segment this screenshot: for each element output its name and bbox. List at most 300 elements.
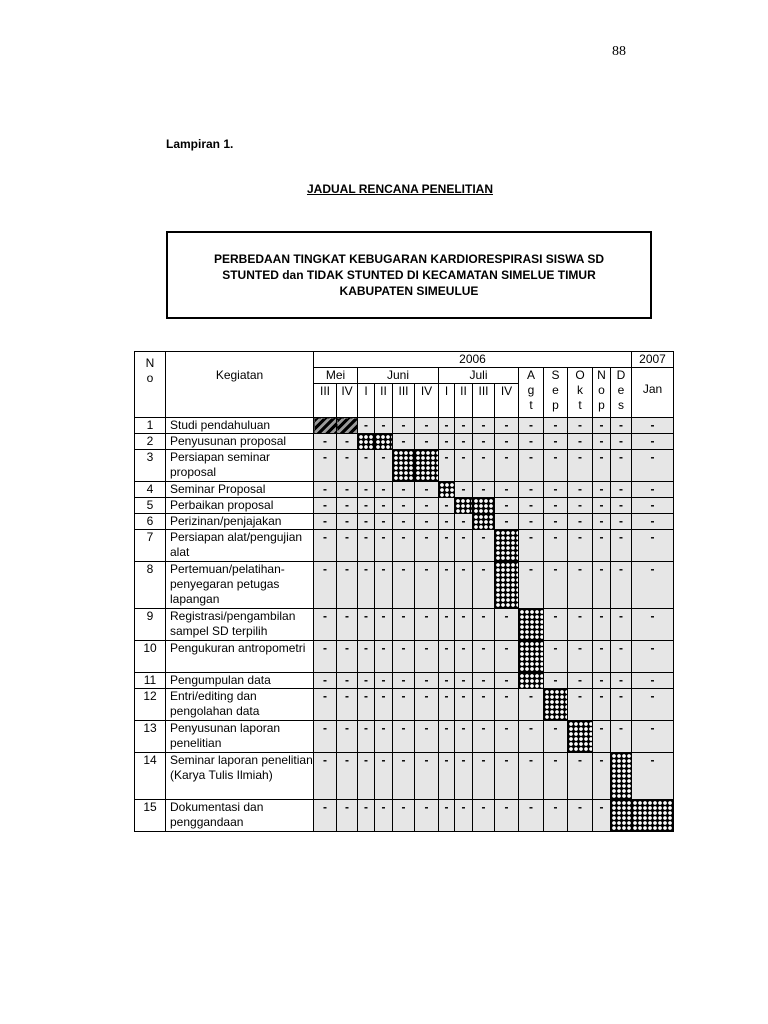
- schedule-empty-cell: -: [337, 562, 358, 609]
- schedule-empty-cell: -: [455, 450, 473, 482]
- activity-header: Kegiatan: [166, 352, 314, 418]
- schedule-bar-cell: [544, 689, 568, 721]
- schedule-empty-cell: -: [439, 689, 455, 721]
- row-number: 3: [135, 450, 166, 482]
- schedule-empty-cell: -: [632, 673, 674, 689]
- schedule-empty-cell: -: [632, 418, 674, 434]
- schedule-empty-cell: -: [611, 609, 632, 641]
- schedule-empty-cell: -: [314, 673, 337, 689]
- row-number: 4: [135, 482, 166, 498]
- schedule-empty-cell: -: [358, 562, 375, 609]
- schedule-empty-cell: -: [455, 562, 473, 609]
- schedule-empty-cell: -: [593, 450, 611, 482]
- schedule-empty-cell: -: [593, 418, 611, 434]
- schedule-empty-cell: -: [375, 721, 393, 753]
- schedule-empty-cell: -: [473, 689, 495, 721]
- schedule-empty-cell: -: [393, 800, 415, 832]
- schedule-empty-cell: -: [337, 498, 358, 514]
- schedule-empty-cell: -: [632, 434, 674, 450]
- schedule-empty-cell: -: [519, 498, 544, 514]
- vertical-month-label: S e p: [551, 368, 560, 412]
- month-header-nop: [593, 368, 611, 418]
- row-number: 7: [135, 530, 166, 562]
- schedule-empty-cell: -: [568, 609, 593, 641]
- schedule-bar-cell: [568, 721, 593, 753]
- schedule-empty-cell: -: [593, 562, 611, 609]
- schedule-empty-cell: -: [314, 562, 337, 609]
- schedule-row: [135, 562, 674, 609]
- schedule-empty-cell: -: [358, 641, 375, 673]
- week-header: I: [358, 384, 375, 418]
- schedule-empty-cell: -: [519, 800, 544, 832]
- schedule-empty-cell: -: [439, 641, 455, 673]
- schedule-empty-cell: -: [455, 800, 473, 832]
- schedule-empty-cell: -: [544, 514, 568, 530]
- schedule-empty-cell: -: [393, 498, 415, 514]
- schedule-bar-cell: [632, 800, 674, 832]
- schedule-empty-cell: -: [495, 689, 519, 721]
- schedule-empty-cell: -: [375, 498, 393, 514]
- schedule-empty-cell: -: [337, 641, 358, 673]
- research-title-box: [166, 231, 652, 319]
- schedule-empty-cell: -: [611, 514, 632, 530]
- schedule-empty-cell: -: [632, 562, 674, 609]
- month-header-sep: [544, 368, 568, 418]
- schedule-empty-cell: -: [593, 753, 611, 800]
- schedule-empty-cell: -: [455, 673, 473, 689]
- schedule-empty-cell: -: [632, 609, 674, 641]
- page-number: 88: [612, 44, 626, 59]
- schedule-empty-cell: -: [415, 514, 439, 530]
- schedule-empty-cell: -: [632, 641, 674, 673]
- schedule-empty-cell: -: [632, 530, 674, 562]
- schedule-empty-cell: -: [544, 641, 568, 673]
- schedule-empty-cell: -: [314, 530, 337, 562]
- schedule-empty-cell: -: [519, 530, 544, 562]
- schedule-empty-cell: -: [568, 514, 593, 530]
- year-header-2007: 2007: [632, 352, 674, 368]
- schedule-empty-cell: -: [314, 609, 337, 641]
- schedule-empty-cell: -: [611, 530, 632, 562]
- schedule-empty-cell: -: [544, 721, 568, 753]
- schedule-empty-cell: -: [473, 721, 495, 753]
- schedule-empty-cell: -: [415, 418, 439, 434]
- schedule-row: [135, 418, 674, 434]
- schedule-empty-cell: -: [439, 434, 455, 450]
- row-number: 15: [135, 800, 166, 832]
- schedule-empty-cell: -: [544, 530, 568, 562]
- schedule-empty-cell: -: [632, 514, 674, 530]
- schedule-empty-cell: -: [519, 450, 544, 482]
- activity-name: Penyusunan proposal: [166, 434, 314, 450]
- schedule-empty-cell: -: [314, 514, 337, 530]
- week-header: I: [439, 384, 455, 418]
- schedule-empty-cell: -: [375, 800, 393, 832]
- week-header: IV: [495, 384, 519, 418]
- schedule-empty-cell: -: [519, 562, 544, 609]
- research-title-line: PERBEDAAN TINGKAT KEBUGARAN KARDIORESPIRASI SISWA SD: [213, 252, 605, 266]
- month-header-agt: [519, 368, 544, 418]
- schedule-body: [135, 418, 674, 832]
- schedule-empty-cell: -: [439, 609, 455, 641]
- schedule-empty-cell: -: [393, 530, 415, 562]
- row-number: 9: [135, 609, 166, 641]
- schedule-empty-cell: -: [544, 673, 568, 689]
- schedule-empty-cell: -: [568, 753, 593, 800]
- schedule-empty-cell: -: [519, 482, 544, 498]
- schedule-empty-cell: -: [611, 721, 632, 753]
- schedule-empty-cell: -: [314, 753, 337, 800]
- schedule-empty-cell: -: [439, 673, 455, 689]
- schedule-empty-cell: -: [568, 434, 593, 450]
- activity-name: Pengukuran antropometri: [166, 641, 314, 673]
- schedule-empty-cell: -: [568, 450, 593, 482]
- schedule-empty-cell: -: [593, 498, 611, 514]
- schedule-row: [135, 498, 674, 514]
- schedule-empty-cell: -: [393, 434, 415, 450]
- month-header-des: [611, 368, 632, 418]
- schedule-empty-cell: -: [439, 418, 455, 434]
- schedule-empty-cell: -: [611, 641, 632, 673]
- schedule-empty-cell: -: [393, 609, 415, 641]
- schedule-row: [135, 482, 674, 498]
- activity-name: Studi pendahuluan: [166, 418, 314, 434]
- schedule-empty-cell: -: [519, 721, 544, 753]
- schedule-empty-cell: -: [375, 562, 393, 609]
- schedule-empty-cell: -: [568, 530, 593, 562]
- schedule-empty-cell: -: [593, 609, 611, 641]
- schedule-bar-cell: [473, 514, 495, 530]
- schedule-empty-cell: -: [358, 530, 375, 562]
- schedule-empty-cell: -: [314, 482, 337, 498]
- schedule-empty-cell: -: [632, 689, 674, 721]
- schedule-empty-cell: -: [358, 689, 375, 721]
- row-number: 12: [135, 689, 166, 721]
- activity-name: Pengumpulan data: [166, 673, 314, 689]
- schedule-empty-cell: -: [593, 514, 611, 530]
- schedule-empty-cell: -: [358, 450, 375, 482]
- schedule-empty-cell: -: [632, 753, 674, 800]
- week-header: II: [375, 384, 393, 418]
- activity-name: Penyusunan laporan penelitian: [166, 721, 314, 753]
- row-number: 14: [135, 753, 166, 800]
- schedule-empty-cell: -: [473, 609, 495, 641]
- schedule-empty-cell: -: [337, 530, 358, 562]
- schedule-empty-cell: -: [415, 689, 439, 721]
- activity-name: Perizinan/penjajakan: [166, 514, 314, 530]
- schedule-empty-cell: -: [473, 530, 495, 562]
- schedule-row: [135, 434, 674, 450]
- schedule-empty-cell: -: [593, 641, 611, 673]
- schedule-empty-cell: -: [393, 721, 415, 753]
- schedule-empty-cell: -: [495, 673, 519, 689]
- schedule-empty-cell: -: [337, 721, 358, 753]
- schedule-empty-cell: -: [611, 673, 632, 689]
- vertical-month-label: O k t: [575, 368, 585, 412]
- schedule-empty-cell: -: [495, 609, 519, 641]
- schedule-bar-cell: [358, 434, 375, 450]
- schedule-empty-cell: -: [314, 450, 337, 482]
- schedule-empty-cell: -: [439, 498, 455, 514]
- schedule-empty-cell: -: [495, 721, 519, 753]
- schedule-row: [135, 753, 674, 800]
- schedule-empty-cell: -: [611, 434, 632, 450]
- row-number: 11: [135, 673, 166, 689]
- schedule-empty-cell: -: [439, 721, 455, 753]
- week-header: III: [393, 384, 415, 418]
- schedule-empty-cell: -: [393, 514, 415, 530]
- schedule-empty-cell: -: [375, 530, 393, 562]
- schedule-empty-cell: -: [495, 498, 519, 514]
- schedule-empty-cell: -: [358, 514, 375, 530]
- year-header-2006: 2006: [314, 352, 632, 368]
- schedule-empty-cell: -: [337, 434, 358, 450]
- schedule-empty-cell: -: [439, 800, 455, 832]
- row-number: 10: [135, 641, 166, 673]
- schedule-empty-cell: -: [519, 689, 544, 721]
- schedule-empty-cell: -: [337, 673, 358, 689]
- week-header: IV: [415, 384, 439, 418]
- schedule-empty-cell: -: [439, 562, 455, 609]
- month-header-mei: Mei: [314, 368, 358, 384]
- schedule-empty-cell: -: [375, 753, 393, 800]
- schedule-empty-cell: -: [632, 450, 674, 482]
- schedule-empty-cell: -: [393, 689, 415, 721]
- schedule-empty-cell: -: [337, 800, 358, 832]
- schedule-empty-cell: -: [358, 482, 375, 498]
- schedule-empty-cell: -: [473, 800, 495, 832]
- schedule-empty-cell: -: [375, 514, 393, 530]
- schedule-empty-cell: -: [415, 753, 439, 800]
- schedule-empty-cell: -: [495, 800, 519, 832]
- schedule-empty-cell: -: [415, 609, 439, 641]
- schedule-empty-cell: -: [519, 434, 544, 450]
- no-header-label: N o: [145, 356, 155, 385]
- row-number: 5: [135, 498, 166, 514]
- schedule-empty-cell: -: [455, 689, 473, 721]
- schedule-empty-cell: -: [439, 450, 455, 482]
- schedule-bar-cell: [519, 673, 544, 689]
- schedule-empty-cell: -: [415, 800, 439, 832]
- month-header-juni: Juni: [358, 368, 439, 384]
- schedule-empty-cell: -: [393, 641, 415, 673]
- schedule-empty-cell: -: [593, 434, 611, 450]
- schedule-empty-cell: -: [314, 434, 337, 450]
- schedule-empty-cell: -: [314, 689, 337, 721]
- schedule-empty-cell: -: [544, 418, 568, 434]
- schedule-empty-cell: -: [415, 562, 439, 609]
- schedule-empty-cell: -: [519, 753, 544, 800]
- activity-name: Registrasi/pengambilan sampel SD terpilih: [166, 609, 314, 641]
- schedule-empty-cell: -: [455, 482, 473, 498]
- schedule-empty-cell: -: [544, 498, 568, 514]
- schedule-bar-cell: [393, 450, 415, 482]
- vertical-month-label: D e s: [616, 368, 626, 412]
- schedule-empty-cell: -: [455, 418, 473, 434]
- activity-name: Seminar laporan penelitian (Karya Tulis Ilmiah): [166, 753, 314, 800]
- schedule-empty-cell: -: [455, 753, 473, 800]
- schedule-empty-cell: -: [393, 673, 415, 689]
- week-header: II: [455, 384, 473, 418]
- schedule-bar-cell: [415, 450, 439, 482]
- schedule-empty-cell: -: [375, 641, 393, 673]
- schedule-empty-cell: -: [473, 418, 495, 434]
- no-header-cell: [135, 352, 166, 418]
- schedule-empty-cell: -: [544, 753, 568, 800]
- schedule-empty-cell: -: [544, 450, 568, 482]
- research-title-line: STUNTED dan TIDAK STUNTED DI KECAMATAN SIMELUE TIMUR: [222, 268, 596, 282]
- schedule-row: [135, 530, 674, 562]
- schedule-empty-cell: -: [632, 721, 674, 753]
- schedule-empty-cell: -: [455, 641, 473, 673]
- schedule-empty-cell: -: [375, 482, 393, 498]
- schedule-row: [135, 800, 674, 832]
- schedule-empty-cell: -: [314, 800, 337, 832]
- schedule-empty-cell: -: [568, 562, 593, 609]
- schedule-empty-cell: -: [473, 562, 495, 609]
- schedule-bar-cell: [439, 482, 455, 498]
- schedule-empty-cell: -: [337, 689, 358, 721]
- schedule-empty-cell: -: [375, 418, 393, 434]
- schedule-empty-cell: -: [439, 514, 455, 530]
- schedule-empty-cell: -: [337, 450, 358, 482]
- schedule-empty-cell: -: [593, 482, 611, 498]
- schedule-empty-cell: -: [611, 689, 632, 721]
- schedule-table: [134, 351, 674, 832]
- activity-name: Entri/editing dan pengolahan data: [166, 689, 314, 721]
- schedule-empty-cell: -: [632, 482, 674, 498]
- schedule-bar-cell: [314, 418, 337, 434]
- schedule-empty-cell: -: [495, 450, 519, 482]
- schedule-empty-cell: -: [393, 418, 415, 434]
- row-number: 2: [135, 434, 166, 450]
- schedule-empty-cell: -: [415, 434, 439, 450]
- schedule-empty-cell: -: [473, 673, 495, 689]
- schedule-empty-cell: -: [611, 418, 632, 434]
- schedule-empty-cell: -: [544, 434, 568, 450]
- schedule-empty-cell: -: [632, 498, 674, 514]
- schedule-empty-cell: -: [314, 498, 337, 514]
- schedule-empty-cell: -: [455, 530, 473, 562]
- schedule-empty-cell: -: [415, 641, 439, 673]
- schedule-empty-cell: -: [611, 498, 632, 514]
- schedule-empty-cell: -: [415, 530, 439, 562]
- schedule-bar-cell: [473, 498, 495, 514]
- schedule-empty-cell: -: [455, 609, 473, 641]
- schedule-empty-cell: -: [375, 450, 393, 482]
- schedule-empty-cell: -: [415, 721, 439, 753]
- schedule-empty-cell: -: [358, 721, 375, 753]
- schedule-bar-cell: [495, 530, 519, 562]
- schedule-empty-cell: -: [337, 609, 358, 641]
- schedule-empty-cell: -: [568, 673, 593, 689]
- schedule-empty-cell: -: [544, 800, 568, 832]
- schedule-row: [135, 450, 674, 482]
- activity-name: Pertemuan/pelatihan-penyegaran petugas lapangan: [166, 562, 314, 609]
- schedule-empty-cell: -: [455, 434, 473, 450]
- schedule-row: [135, 514, 674, 530]
- week-header: IV: [337, 384, 358, 418]
- schedule-empty-cell: -: [393, 753, 415, 800]
- activity-name: Seminar Proposal: [166, 482, 314, 498]
- schedule-empty-cell: -: [593, 721, 611, 753]
- schedule-bar-cell: [337, 418, 358, 434]
- schedule-empty-cell: -: [314, 641, 337, 673]
- schedule-empty-cell: -: [611, 482, 632, 498]
- schedule-empty-cell: -: [415, 498, 439, 514]
- schedule-empty-cell: -: [544, 562, 568, 609]
- schedule-empty-cell: -: [495, 434, 519, 450]
- schedule-empty-cell: -: [375, 673, 393, 689]
- schedule-empty-cell: -: [314, 721, 337, 753]
- schedule-empty-cell: -: [455, 721, 473, 753]
- schedule-empty-cell: -: [439, 753, 455, 800]
- schedule-empty-cell: -: [519, 514, 544, 530]
- schedule-empty-cell: -: [611, 562, 632, 609]
- schedule-empty-cell: -: [337, 482, 358, 498]
- schedule-empty-cell: -: [593, 689, 611, 721]
- schedule-empty-cell: -: [415, 482, 439, 498]
- schedule-empty-cell: -: [358, 800, 375, 832]
- schedule-bar-cell: [495, 562, 519, 609]
- schedule-empty-cell: -: [568, 800, 593, 832]
- schedule-empty-cell: -: [375, 609, 393, 641]
- schedule-empty-cell: -: [544, 482, 568, 498]
- schedule-empty-cell: -: [568, 498, 593, 514]
- schedule-empty-cell: -: [358, 498, 375, 514]
- schedule-empty-cell: -: [495, 514, 519, 530]
- schedule-empty-cell: -: [415, 673, 439, 689]
- row-number: 6: [135, 514, 166, 530]
- schedule-bar-cell: [519, 609, 544, 641]
- schedule-bar-cell: [455, 498, 473, 514]
- schedule-empty-cell: -: [375, 689, 393, 721]
- schedule-bar-cell: [519, 641, 544, 673]
- month-header-jan: Jan: [632, 368, 674, 418]
- activity-name: Perbaikan proposal: [166, 498, 314, 514]
- schedule-empty-cell: -: [495, 753, 519, 800]
- schedule-empty-cell: -: [568, 689, 593, 721]
- schedule-empty-cell: -: [544, 609, 568, 641]
- schedule-empty-cell: -: [593, 530, 611, 562]
- schedule-empty-cell: -: [473, 450, 495, 482]
- research-title-line: KABUPATEN SIMEULUE: [339, 284, 479, 298]
- schedule-empty-cell: -: [358, 673, 375, 689]
- schedule-empty-cell: -: [393, 482, 415, 498]
- week-header: III: [314, 384, 337, 418]
- schedule-bar-cell: [611, 800, 632, 832]
- schedule-row: [135, 689, 674, 721]
- schedule-empty-cell: -: [473, 753, 495, 800]
- schedule-row: [135, 721, 674, 753]
- schedule-empty-cell: -: [358, 753, 375, 800]
- schedule-empty-cell: -: [495, 418, 519, 434]
- document-heading: JADUAL RENCANA PENELITIAN: [306, 182, 493, 196]
- schedule-empty-cell: -: [455, 514, 473, 530]
- schedule-empty-cell: -: [593, 673, 611, 689]
- schedule-empty-cell: -: [568, 641, 593, 673]
- schedule-empty-cell: -: [439, 530, 455, 562]
- row-number: 1: [135, 418, 166, 434]
- activity-name: Persiapan seminar proposal: [166, 450, 314, 482]
- row-number: 13: [135, 721, 166, 753]
- schedule-bar-cell: [375, 434, 393, 450]
- vertical-month-label: A g t: [526, 368, 535, 412]
- activity-name: Dokumentasi dan penggandaan: [166, 800, 314, 832]
- schedule-empty-cell: -: [473, 434, 495, 450]
- schedule-row: [135, 609, 674, 641]
- schedule-bar-cell: [611, 753, 632, 800]
